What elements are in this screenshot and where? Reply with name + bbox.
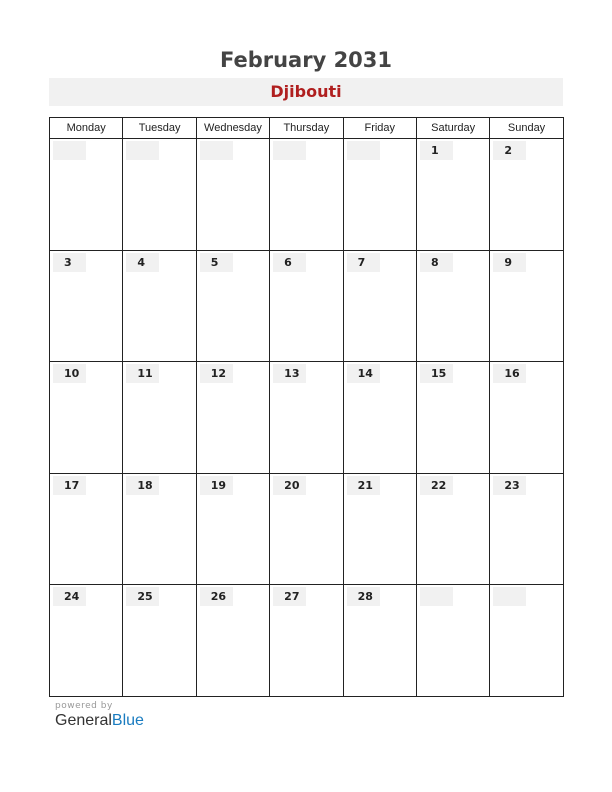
- day-number: 27: [273, 587, 306, 606]
- day-number: [273, 141, 306, 160]
- day-cell: [270, 251, 343, 363]
- week-row-5: [50, 585, 564, 697]
- day-cell: [197, 585, 270, 697]
- day-number: 20: [273, 476, 306, 495]
- day-number: 3: [53, 253, 86, 272]
- day-cell: [417, 474, 490, 586]
- powered-by-text: powered by: [55, 701, 113, 711]
- day-cell: [344, 139, 417, 251]
- day-cell: [417, 139, 490, 251]
- day-number: 25: [126, 587, 159, 606]
- day-cell: [50, 585, 123, 697]
- day-number: 17: [53, 476, 86, 495]
- country-name: Djibouti: [270, 82, 342, 101]
- day-cell: [270, 474, 343, 586]
- day-cell: [123, 474, 196, 586]
- day-number: 22: [420, 476, 453, 495]
- day-cell: [50, 362, 123, 474]
- weekday-thursday: Thursday: [270, 118, 343, 139]
- week-row-2: [50, 251, 564, 363]
- day-number: 9: [493, 253, 526, 272]
- day-number: 19: [200, 476, 233, 495]
- weekday-header-row: [50, 118, 564, 139]
- day-cell: [417, 362, 490, 474]
- day-number: 28: [347, 587, 380, 606]
- day-cell: [490, 585, 563, 697]
- day-number: [53, 141, 86, 160]
- day-cell: [50, 139, 123, 251]
- day-number: 24: [53, 587, 86, 606]
- day-number: [347, 141, 380, 160]
- weekday-wednesday: Wednesday: [197, 118, 270, 139]
- day-number: 6: [273, 253, 306, 272]
- brand-blue: Blue: [111, 712, 144, 729]
- day-cell: [270, 362, 343, 474]
- day-cell: [344, 362, 417, 474]
- day-cell: [123, 251, 196, 363]
- day-cell: [270, 585, 343, 697]
- calendar-grid: [49, 117, 564, 697]
- footer-branding: [55, 701, 144, 730]
- day-number: [420, 587, 453, 606]
- day-number: 26: [200, 587, 233, 606]
- day-number: 18: [126, 476, 159, 495]
- day-number: 2: [493, 141, 526, 160]
- week-row-4: [50, 474, 564, 586]
- day-number: 23: [493, 476, 526, 495]
- day-cell: [123, 139, 196, 251]
- weekday-monday: Monday: [50, 118, 123, 139]
- week-row-1: [50, 139, 564, 251]
- weekday-friday: Friday: [344, 118, 417, 139]
- day-cell: [270, 139, 343, 251]
- day-cell: [417, 585, 490, 697]
- weekday-tuesday: Tuesday: [123, 118, 196, 139]
- day-cell: [490, 251, 563, 363]
- brand-general: General: [55, 712, 112, 729]
- day-cell: [123, 585, 196, 697]
- day-number: 13: [273, 364, 306, 383]
- day-number: 21: [347, 476, 380, 495]
- day-cell: [197, 362, 270, 474]
- day-number: 15: [420, 364, 453, 383]
- week-row-3: [50, 362, 564, 474]
- day-cell: [344, 474, 417, 586]
- day-cell: [123, 362, 196, 474]
- day-cell: [417, 251, 490, 363]
- day-cell: [50, 474, 123, 586]
- day-number: 8: [420, 253, 453, 272]
- day-number: 4: [126, 253, 159, 272]
- day-number: 11: [126, 364, 159, 383]
- day-number: 12: [200, 364, 233, 383]
- day-cell: [490, 362, 563, 474]
- day-cell: [490, 139, 563, 251]
- day-cell: [490, 474, 563, 586]
- day-cell: [344, 585, 417, 697]
- day-cell: [197, 474, 270, 586]
- day-cell: [197, 139, 270, 251]
- day-number: 7: [347, 253, 380, 272]
- day-number: [200, 141, 233, 160]
- day-number: [493, 587, 526, 606]
- day-cell: [344, 251, 417, 363]
- day-number: 14: [347, 364, 380, 383]
- weekday-sunday: Sunday: [490, 118, 563, 139]
- calendar-title: February 2031: [219, 48, 393, 72]
- generalblue-logo[interactable]: [55, 712, 144, 730]
- day-cell: [197, 251, 270, 363]
- day-number: 1: [420, 141, 453, 160]
- day-number: 5: [200, 253, 233, 272]
- country-banner: [49, 78, 563, 106]
- day-number: 10: [53, 364, 86, 383]
- weekday-saturday: Saturday: [417, 118, 490, 139]
- day-number: 16: [493, 364, 526, 383]
- day-number: [126, 141, 159, 160]
- day-cell: [50, 251, 123, 363]
